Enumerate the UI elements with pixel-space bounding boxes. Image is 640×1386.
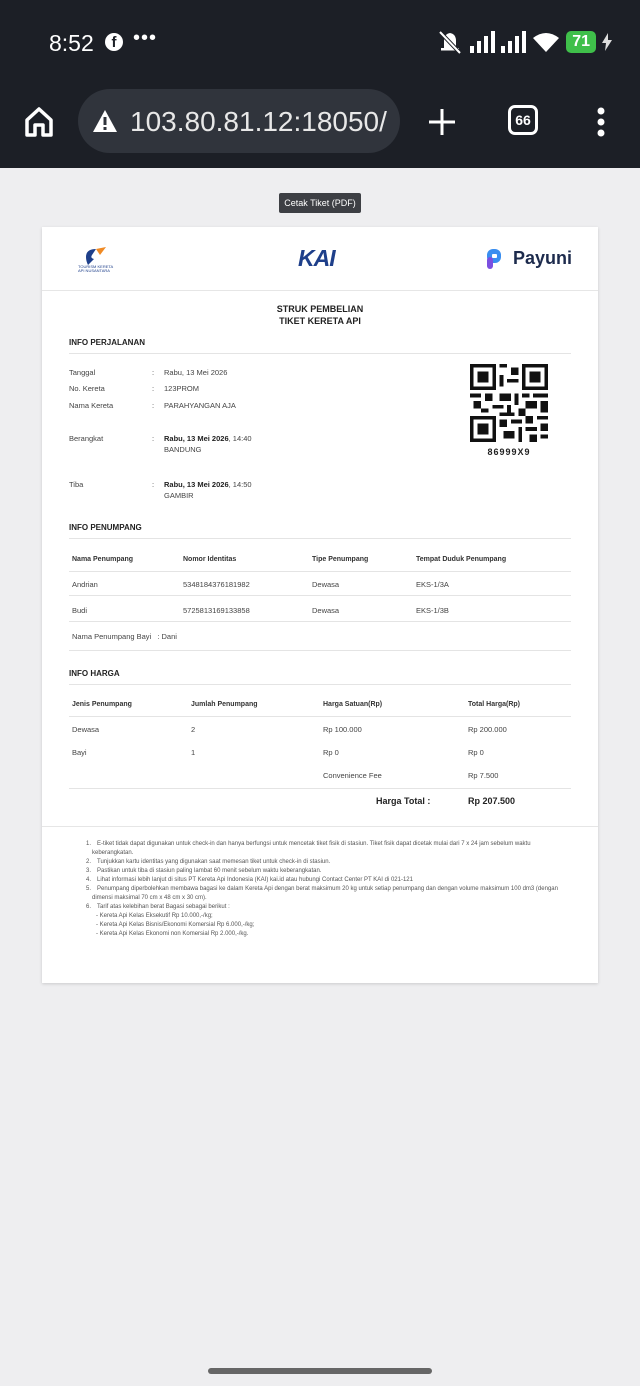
departure-date: Rabu, 13 Mei 2026 <box>164 434 229 443</box>
charging-icon <box>602 33 612 51</box>
clock: 8:52 <box>49 30 94 56</box>
arrival-value <box>164 479 252 501</box>
tariff-item: - Kereta Api Kelas Bisnis/Ekonomi Komersial Rp 6.000,-/kg; <box>96 922 255 928</box>
price-type: Dewasa <box>72 725 100 734</box>
term-item: 5. Penumpang diperbolehkan membawa bagasi ke dalam Kereta Api dengan berat maksimum 20 kg untuk setiap penumpang dan dengan volume maksimum 100 dm3 (dengan dimensi maksimal 70 cm x 48 cm x 30 cm). <box>86 886 558 901</box>
divider <box>69 788 571 789</box>
separator: : <box>152 401 155 410</box>
url-text[interactable]: 103.80.81.12:18050/ <box>130 106 387 137</box>
address-bar[interactable] <box>78 89 400 153</box>
price-unit: Rp 0 <box>323 748 339 757</box>
train-number-value: 123PROM <box>164 384 200 393</box>
infant-passenger <box>72 632 177 641</box>
column-header: Tipe Penumpang <box>312 556 369 563</box>
payuni-logo: Payuni <box>513 248 573 268</box>
divider <box>69 650 571 651</box>
tariff-item: - Kereta Api Kelas Eksekutif Rp 10.000,-/kg; <box>96 913 213 919</box>
ktn-logo-text: TOURISM KERETA API NUSANTARA <box>78 264 113 273</box>
facebook-icon: f <box>105 33 123 51</box>
gesture-navigation-bar[interactable] <box>208 1368 432 1374</box>
price-total: Rp 0 <box>468 748 484 757</box>
separator: : <box>152 384 155 393</box>
wifi-icon <box>532 31 560 53</box>
column-header: Jumlah Penumpang <box>191 701 258 708</box>
term-item: 3. Pastikan untuk tiba di stasiun paling lambat 60 menit sebelum waktu keberangkatan. <box>86 868 322 874</box>
terms-list <box>87 840 567 939</box>
price-unit: Rp 100.000 <box>323 725 362 734</box>
separator: : <box>152 480 155 489</box>
divider <box>69 621 571 622</box>
print-ticket-button[interactable]: Cetak Tiket (PDF) <box>279 193 361 213</box>
signal-icon <box>470 31 495 53</box>
divider <box>69 538 571 539</box>
arrival-time: , 14:50 <box>228 480 252 489</box>
browser-toolbar <box>0 84 640 168</box>
separator: : <box>152 368 155 377</box>
passenger-id: 5348184376181982 <box>183 580 250 589</box>
kai-logo <box>298 245 335 272</box>
passenger-seat: EKS-1/3A <box>416 580 449 589</box>
term-item: 6. Tarif atas kelebihan berat Bagasi sebagai berikut : - Kereta Api Kelas Eksekutif Rp 10.000,-/kg; - Kereta Api Kelas Bisnis/Ekonomi Komersial Rp 6.000,-/kg; - Kereta Api Kelas Ekonomi non Komersial Rp 2.000,-/kg. <box>87 903 567 939</box>
divider <box>69 571 571 572</box>
mute-icon <box>436 29 464 55</box>
date-label: Tanggal <box>69 368 96 377</box>
column-header: Total Harga(Rp) <box>468 701 520 708</box>
infant-name: : Dani <box>157 632 177 641</box>
term-item: 4. Lihat informasi lebih lanjut di situs PT Kereta Api Indonesia (KAI) kai.id atau hubungi Contact Center PT KAI di 021-121 <box>86 877 413 883</box>
train-name-label: Nama Kereta <box>69 401 114 410</box>
divider <box>69 684 571 685</box>
payuni-logo-icon <box>484 247 508 271</box>
new-tab-icon[interactable] <box>428 108 456 136</box>
status-bar <box>0 0 640 84</box>
logo-header <box>42 227 598 291</box>
passenger-seat: EKS-1/3B <box>416 606 449 615</box>
convenience-fee-value: Rp 7.500 <box>468 771 499 780</box>
booking-code: 86999X9 <box>487 447 531 457</box>
departure-label: Berangkat <box>69 434 104 443</box>
tariff-item: - Kereta Api Kelas Ekonomi non Komersial Rp 2.000,-/kg. <box>96 931 249 937</box>
divider <box>69 716 571 717</box>
price-count: 2 <box>191 725 196 734</box>
column-header: Jenis Penumpang <box>72 701 132 708</box>
price-count: 1 <box>191 748 196 757</box>
more-notifications-icon: ••• <box>133 27 158 49</box>
departure-station: BANDUNG <box>164 445 202 454</box>
column-header: Nomor Identitas <box>183 556 237 563</box>
passenger-id: 5725813169133858 <box>183 606 250 615</box>
trip-section-heading: INFO PERJALANAN <box>69 338 146 347</box>
divider <box>42 826 598 827</box>
signal-icon <box>501 31 526 53</box>
home-icon[interactable] <box>24 106 54 138</box>
warning-icon[interactable] <box>92 109 118 133</box>
infant-label: Nama Penumpang Bayi <box>72 632 152 641</box>
tab-switcher-button[interactable]: 66 <box>508 105 538 135</box>
divider <box>69 595 571 596</box>
grand-total-label: Harga Total : <box>376 796 431 806</box>
status-icons <box>436 28 612 56</box>
passenger-type: Dewasa <box>312 580 340 589</box>
column-header: Tempat Duduk Penumpang <box>416 556 507 563</box>
receipt-title-line1: STRUK PEMBELIAN <box>276 304 364 314</box>
separator: : <box>152 434 155 443</box>
term-item: 2. Tunjukkan kartu identitas yang digunakan saat memesan tiket untuk check-in di stasiun. <box>86 859 331 865</box>
departure-value <box>164 433 252 455</box>
departure-time: , 14:40 <box>228 434 252 443</box>
grand-total-value: Rp 207.500 <box>468 796 516 806</box>
receipt-title-line2: TIKET KERETA API <box>279 316 361 326</box>
passenger-name: Andrian <box>72 580 98 589</box>
receipt-title <box>42 303 598 327</box>
divider <box>69 353 571 354</box>
train-number-label: No. Kereta <box>69 384 105 393</box>
arrival-station: GAMBIR <box>164 491 194 500</box>
train-name-value: PARAHYANGAN AJA <box>164 401 236 410</box>
price-total: Rp 200.000 <box>468 725 507 734</box>
menu-icon[interactable] <box>596 106 606 138</box>
column-header: Nama Penumpang <box>72 556 134 563</box>
arrival-date: Rabu, 13 Mei 2026 <box>164 480 229 489</box>
price-section-heading: INFO HARGA <box>69 669 120 678</box>
arrival-label: Tiba <box>69 480 84 489</box>
kai-logo-text: KAI <box>298 245 335 271</box>
passenger-name: Budi <box>72 606 88 615</box>
passenger-section-heading: INFO PENUMPANG <box>69 523 142 532</box>
receipt <box>42 227 598 983</box>
price-type: Bayi <box>72 748 87 757</box>
passenger-type: Dewasa <box>312 606 340 615</box>
qr-code <box>470 364 548 442</box>
date-value: Rabu, 13 Mei 2026 <box>164 368 228 377</box>
battery-level: 71 <box>566 31 596 53</box>
column-header: Harga Satuan(Rp) <box>323 701 383 708</box>
convenience-fee-label: Convenience Fee <box>323 771 382 780</box>
term-item: 1. E-tiket tidak dapat digunakan untuk check-in dan hanya berfungsi untuk mencetak tiket fisik di stasiun. Tiket fisik dapat dicetak mulai dari 7 x 24 jam sebelum waktu keberangkatan. <box>86 841 531 856</box>
